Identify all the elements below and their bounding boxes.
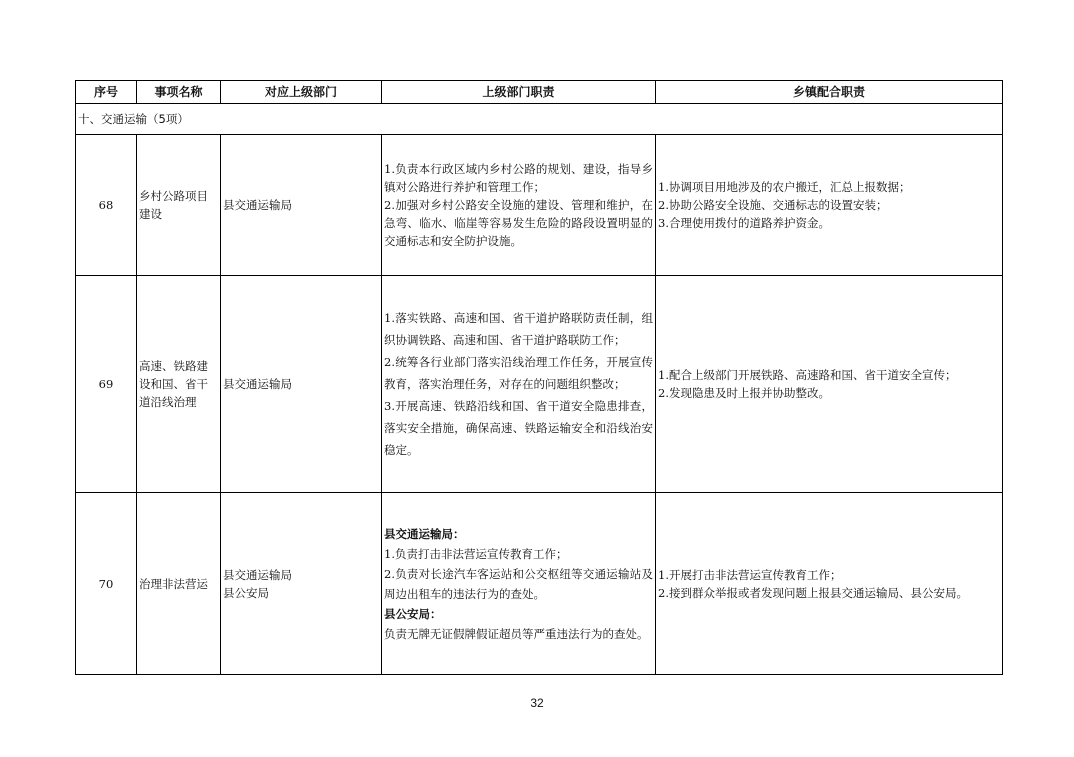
table-row [76,135,1003,276]
table-row [76,493,1003,675]
upper-dept-responsibility [382,135,656,276]
section-row [76,104,1003,135]
responsibility-item: 负责无牌无证假牌假证超员等严重违法行为的查处。 [384,626,649,641]
page-number: 32 [530,696,544,710]
table-row [76,276,1003,493]
town-item: 2.协助公路安全设施、交通标志的设置安装； [658,198,888,212]
row-number: 70 [76,493,137,675]
item-name: 治理非法营运 [137,493,221,675]
department [221,493,382,675]
department [221,135,382,276]
department-name: 县交通运输局 [223,567,292,582]
item-name: 乡村公路项目建设 [137,135,221,276]
town-responsibility [656,135,1003,276]
header-col-town: 乡镇配合职责 [656,81,1003,104]
responsibility-item: 3.开展高速、铁路沿线和国、省干道安全隐患排查，落实安全措施，确保高速、铁路运输安全和沿线治安稳定。 [384,399,653,457]
responsibility-heading: 县交通运输局： [384,526,465,541]
row-number: 68 [76,135,137,276]
town-item: 2.接到群众举报或者发现问题上报县交通运输局、县公安局。 [658,585,968,600]
department [221,276,382,493]
town-item: 3.合理使用拨付的道路养护资金。 [658,216,830,230]
item-name: 高速、铁路建设和国、省干道沿线治理 [137,276,221,493]
town-item: 1.协调项目用地涉及的农户搬迁，汇总上报数据； [658,180,911,194]
responsibility-item: 2.加强对乡村公路安全设施的建设、管理和维护，在急弯、临水、临崖等容易发生危险的路段设置明显的交通标志和安全防护设施。 [384,198,653,248]
header-col-no: 序号 [76,81,137,104]
department-name: 县交通运输局 [223,377,292,391]
responsibility-heading: 县公安局： [384,606,442,621]
row-number: 69 [76,276,137,493]
header-col-item: 事项名称 [137,81,221,104]
header-col-resp: 上级部门职责 [382,81,656,104]
responsibility-item: 2.统筹各行业部门落实沿线治理工作任务，开展宣传教育，落实治理任务，对存在的问题组织整改； [384,355,653,391]
upper-dept-responsibility [382,493,656,675]
town-responsibility [656,493,1003,675]
department-name: 县公安局 [223,585,269,600]
department-name: 县交通运输局 [223,198,292,212]
responsibility-item: 1.落实铁路、高速和国、省干道护路联防责任制，组织协调铁路、高速和国、省干道护路联防工作； [384,311,653,347]
responsibility-table [75,80,1003,675]
header-row [76,81,1003,104]
town-responsibility [656,276,1003,493]
section-title: 十、交通运输（5项） [76,104,1003,135]
town-item: 1.配合上级部门开展铁路、高速路和国、省干道安全宣传； [658,368,957,382]
responsibility-item: 1.负责本行政区域内乡村公路的规划、建设，指导乡镇对公路进行养护和管理工作； [384,162,653,194]
upper-dept-responsibility [382,276,656,493]
town-item: 1.开展打击非法营运宣传教育工作； [658,567,842,582]
responsibility-item: 2.负责对长途汽车客运站和公交枢纽等交通运输站及周边出租车的违法行为的查处。 [384,566,653,601]
header-col-dept: 对应上级部门 [221,81,382,104]
responsibility-item: 1.负责打击非法营运宣传教育工作； [384,546,568,561]
town-item: 2.发现隐患及时上报并协助整改。 [658,386,830,400]
